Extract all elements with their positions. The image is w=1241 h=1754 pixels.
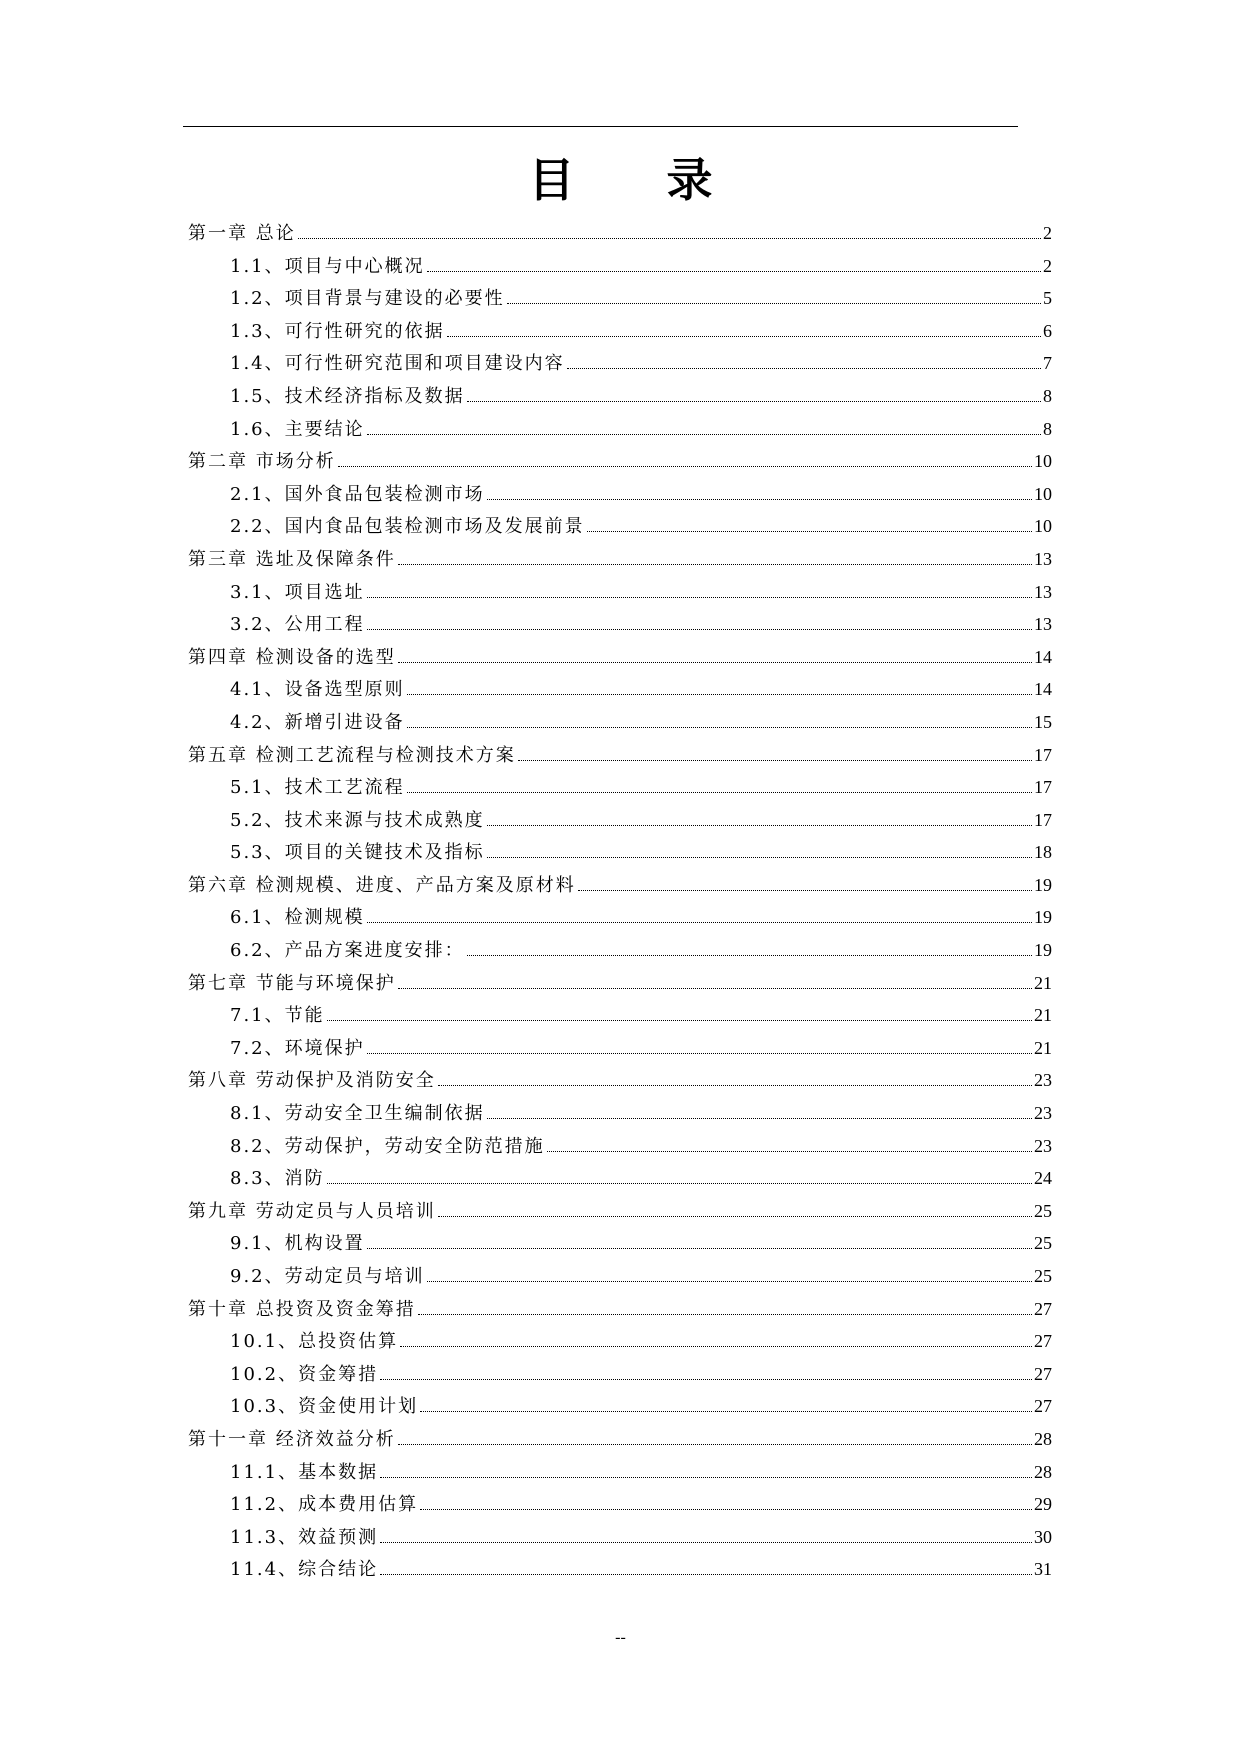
toc-section-entry[interactable] xyxy=(188,281,1052,314)
toc-dot-leader xyxy=(367,607,1032,630)
toc-dot-leader xyxy=(427,1259,1032,1282)
toc-dot-leader xyxy=(487,835,1032,858)
toc-section-entry[interactable] xyxy=(188,803,1052,836)
toc-entry-label: 4.1、设备选型原则 xyxy=(230,679,405,701)
toc-page-number: 21 xyxy=(1034,1037,1052,1058)
toc-page-number: 27 xyxy=(1034,1298,1052,1319)
toc-section-entry[interactable] xyxy=(188,1031,1052,1064)
toc-page-number: 21 xyxy=(1034,972,1052,993)
toc-dot-leader xyxy=(367,412,1041,435)
toc-page-number: 13 xyxy=(1034,548,1052,569)
toc-page-number: 13 xyxy=(1034,581,1052,602)
toc-dot-leader xyxy=(438,1063,1032,1086)
toc-entry-label: 10.1、总投资估算 xyxy=(230,1331,399,1353)
toc-dot-leader xyxy=(420,1389,1032,1412)
toc-entry-label: 11.3、效益预测 xyxy=(230,1526,379,1548)
toc-page-number: 14 xyxy=(1034,646,1052,667)
toc-page-number: 2 xyxy=(1043,223,1052,243)
page-footer: -- xyxy=(615,1629,626,1646)
toc-dot-leader xyxy=(567,346,1041,369)
header-rule xyxy=(183,126,1018,127)
toc-dot-leader xyxy=(507,281,1041,304)
toc-section-entry[interactable] xyxy=(188,1520,1052,1553)
toc-section-entry[interactable] xyxy=(188,1259,1052,1292)
toc-entry-label: 10.2、资金筹措 xyxy=(230,1363,379,1385)
table-of-contents xyxy=(188,216,1052,1585)
toc-page-number: 5 xyxy=(1043,288,1052,309)
toc-entry-label: 5.2、技术来源与技术成熟度 xyxy=(230,809,485,831)
toc-section-entry[interactable] xyxy=(188,1552,1052,1585)
toc-section-entry[interactable] xyxy=(188,379,1052,412)
toc-entry-label: 9.1、机构设置 xyxy=(230,1233,365,1255)
toc-chapter-entry[interactable] xyxy=(188,738,1052,771)
toc-dot-leader xyxy=(487,1096,1032,1119)
toc-entry-label: 1.4、可行性研究范围和项目建设内容 xyxy=(230,353,565,375)
toc-entry-label: 11.1、基本数据 xyxy=(230,1461,379,1483)
toc-dot-leader xyxy=(447,314,1041,337)
toc-dot-leader xyxy=(487,803,1032,826)
toc-page-number: 28 xyxy=(1034,1461,1052,1482)
toc-dot-leader xyxy=(367,900,1032,923)
toc-page-number: 28 xyxy=(1034,1428,1052,1449)
toc-dot-leader xyxy=(398,966,1032,989)
toc-page-number: 6 xyxy=(1043,320,1052,341)
toc-page-number: 23 xyxy=(1034,1070,1052,1091)
toc-chapter-entry[interactable] xyxy=(188,216,1052,249)
toc-chapter-entry[interactable] xyxy=(188,640,1052,673)
toc-section-entry[interactable] xyxy=(188,607,1052,640)
toc-section-entry[interactable] xyxy=(188,1357,1052,1390)
toc-page-number: 17 xyxy=(1034,809,1052,830)
toc-entry-label: 第四章 检测设备的选型 xyxy=(188,646,396,668)
toc-section-entry[interactable] xyxy=(188,1096,1052,1129)
toc-page-number: 27 xyxy=(1034,1331,1052,1352)
toc-section-entry[interactable] xyxy=(188,1226,1052,1259)
toc-entry-label: 8.1、劳动安全卫生编制依据 xyxy=(230,1103,485,1125)
toc-page-number: 18 xyxy=(1034,842,1052,863)
toc-dot-leader xyxy=(427,249,1041,272)
toc-page-number: 10 xyxy=(1034,516,1052,537)
toc-section-entry[interactable] xyxy=(188,1129,1052,1162)
toc-section-entry[interactable] xyxy=(188,575,1052,608)
toc-dot-leader xyxy=(418,1292,1032,1315)
toc-dot-leader xyxy=(380,1357,1032,1380)
toc-section-entry[interactable] xyxy=(188,998,1052,1031)
toc-page-number: 8 xyxy=(1043,385,1052,406)
toc-page-number: 19 xyxy=(1034,907,1052,928)
toc-entry-label: 5.3、项目的关键技术及指标 xyxy=(230,842,485,864)
page-title: 目 录 xyxy=(528,153,751,207)
toc-page-number: 10 xyxy=(1034,451,1052,472)
toc-entry-label: 2.1、国外食品包装检测市场 xyxy=(230,483,485,505)
toc-page-number: 13 xyxy=(1034,614,1052,635)
toc-page-number: 25 xyxy=(1034,1233,1052,1254)
toc-dot-leader xyxy=(380,1520,1032,1543)
toc-section-entry[interactable] xyxy=(188,1455,1052,1488)
toc-page-number: 17 xyxy=(1034,777,1052,798)
toc-entry-label: 第十一章 经济效益分析 xyxy=(188,1428,396,1450)
toc-entry-label: 4.2、新增引进设备 xyxy=(230,711,405,733)
toc-dot-leader xyxy=(338,444,1032,467)
toc-dot-leader xyxy=(487,477,1032,500)
toc-page-number: 15 xyxy=(1034,711,1052,732)
toc-dot-leader xyxy=(407,705,1032,728)
toc-page-number: 27 xyxy=(1034,1363,1052,1384)
toc-entry-label: 1.3、可行性研究的依据 xyxy=(230,320,445,342)
toc-dot-leader xyxy=(327,998,1032,1021)
toc-dot-leader xyxy=(467,933,1032,956)
toc-chapter-entry[interactable] xyxy=(188,1063,1052,1096)
toc-section-entry[interactable] xyxy=(188,1161,1052,1194)
toc-page-number: 25 xyxy=(1034,1266,1052,1286)
toc-section-entry[interactable] xyxy=(188,1389,1052,1422)
toc-page-number: 7 xyxy=(1043,353,1052,374)
toc-page-number: 23 xyxy=(1034,1103,1052,1124)
toc-page-number: 25 xyxy=(1034,1200,1052,1221)
toc-entry-label: 8.3、消防 xyxy=(230,1168,325,1190)
toc-page-number: 29 xyxy=(1034,1494,1052,1515)
toc-chapter-entry[interactable] xyxy=(188,444,1052,477)
toc-entry-label: 第五章 检测工艺流程与检测技术方案 xyxy=(188,744,516,766)
toc-page-number: 19 xyxy=(1034,874,1052,895)
toc-dot-leader xyxy=(420,1487,1032,1510)
toc-section-entry[interactable] xyxy=(188,900,1052,933)
toc-page-number: 21 xyxy=(1034,1005,1052,1026)
toc-entry-label: 第九章 劳动定员与人员培训 xyxy=(188,1200,436,1222)
toc-page-number: 30 xyxy=(1034,1526,1052,1547)
toc-chapter-entry[interactable] xyxy=(188,868,1052,901)
toc-section-entry[interactable] xyxy=(188,672,1052,705)
toc-chapter-entry[interactable] xyxy=(188,1194,1052,1227)
toc-page-number: 19 xyxy=(1034,940,1052,961)
toc-dot-leader xyxy=(400,1324,1032,1347)
toc-dot-leader xyxy=(327,1161,1032,1184)
toc-chapter-entry[interactable] xyxy=(188,1292,1052,1325)
toc-dot-leader xyxy=(380,1455,1032,1478)
toc-entry-label: 6.1、检测规模 xyxy=(230,907,365,929)
toc-section-entry[interactable] xyxy=(188,705,1052,738)
toc-entry-label: 2.2、国内食品包装检测市场及发展前景 xyxy=(230,516,585,538)
toc-entry-label: 7.1、节能 xyxy=(230,1005,325,1027)
toc-entry-label: 10.3、资金使用计划 xyxy=(230,1396,419,1418)
toc-entry-label: 11.2、成本费用估算 xyxy=(230,1494,419,1516)
toc-entry-label: 第三章 选址及保障条件 xyxy=(188,548,396,570)
toc-entry-label: 3.1、项目选址 xyxy=(230,581,365,603)
toc-entry-label: 1.2、项目背景与建设的必要性 xyxy=(230,288,505,310)
toc-section-entry[interactable] xyxy=(188,835,1052,868)
toc-page-number: 23 xyxy=(1034,1135,1052,1156)
toc-section-entry[interactable] xyxy=(188,1487,1052,1520)
toc-section-entry[interactable] xyxy=(188,412,1052,445)
toc-section-entry[interactable] xyxy=(188,346,1052,379)
toc-chapter-entry[interactable] xyxy=(188,542,1052,575)
toc-entry-label: 8.2、劳动保护，劳动安全防范措施 xyxy=(230,1135,545,1157)
toc-page-number: 2 xyxy=(1043,255,1052,276)
toc-dot-leader xyxy=(578,868,1032,891)
toc-dot-leader xyxy=(438,1194,1032,1217)
toc-page-number: 10 xyxy=(1034,483,1052,504)
toc-dot-leader xyxy=(547,1129,1032,1152)
toc-entry-label: 3.2、公用工程 xyxy=(230,614,365,636)
toc-entry-label: 1.6、主要结论 xyxy=(230,418,365,440)
toc-dot-leader xyxy=(407,770,1032,793)
toc-page-number: 17 xyxy=(1034,744,1052,765)
toc-section-entry[interactable] xyxy=(188,770,1052,803)
toc-page-number: 31 xyxy=(1034,1559,1052,1580)
toc-entry-label: 第六章 检测规模、进度、产品方案及原材料 xyxy=(188,874,576,896)
toc-entry-label: 11.4、综合结论 xyxy=(230,1559,379,1581)
toc-page-number: 24 xyxy=(1034,1168,1052,1189)
toc-dot-leader xyxy=(467,379,1041,402)
toc-section-entry[interactable] xyxy=(188,509,1052,542)
toc-section-entry[interactable] xyxy=(188,477,1052,510)
toc-entry-label: 5.1、技术工艺流程 xyxy=(230,777,405,799)
toc-page-number: 14 xyxy=(1034,679,1052,700)
toc-dot-leader xyxy=(367,1031,1032,1054)
toc-entry-label: 第七章 节能与环境保护 xyxy=(188,972,396,994)
toc-section-entry[interactable] xyxy=(188,933,1052,966)
toc-dot-leader xyxy=(407,672,1032,695)
toc-entry-label: 6.2、产品方案进度安排： xyxy=(230,940,465,962)
toc-entry-label: 第八章 劳动保护及消防安全 xyxy=(188,1070,436,1092)
toc-page-number: 8 xyxy=(1043,418,1052,439)
toc-chapter-entry[interactable] xyxy=(188,1422,1052,1455)
toc-dot-leader xyxy=(367,575,1032,598)
toc-dot-leader xyxy=(380,1552,1032,1575)
toc-entry-label: 第二章 市场分析 xyxy=(188,451,336,473)
toc-section-entry[interactable] xyxy=(188,1324,1052,1357)
toc-entry-label: 1.1、项目与中心概况 xyxy=(230,255,425,277)
toc-entry-label: 7.2、环境保护 xyxy=(230,1037,365,1059)
toc-entry-label: 9.2、劳动定员与培训 xyxy=(230,1266,425,1287)
toc-dot-leader xyxy=(518,738,1032,761)
toc-section-entry[interactable] xyxy=(188,249,1052,282)
toc-dot-leader xyxy=(587,509,1032,532)
toc-dot-leader xyxy=(398,1422,1032,1445)
toc-chapter-entry[interactable] xyxy=(188,966,1052,999)
toc-entry-label: 第一章 总论 xyxy=(188,223,296,244)
toc-entry-label: 第十章 总投资及资金筹措 xyxy=(188,1298,416,1320)
toc-dot-leader xyxy=(367,1226,1032,1249)
toc-entry-label: 1.5、技术经济指标及数据 xyxy=(230,385,465,407)
toc-dot-leader xyxy=(398,542,1032,565)
toc-page-number: 27 xyxy=(1034,1396,1052,1417)
toc-dot-leader xyxy=(398,640,1032,663)
toc-dot-leader xyxy=(298,216,1041,239)
toc-section-entry[interactable] xyxy=(188,314,1052,347)
